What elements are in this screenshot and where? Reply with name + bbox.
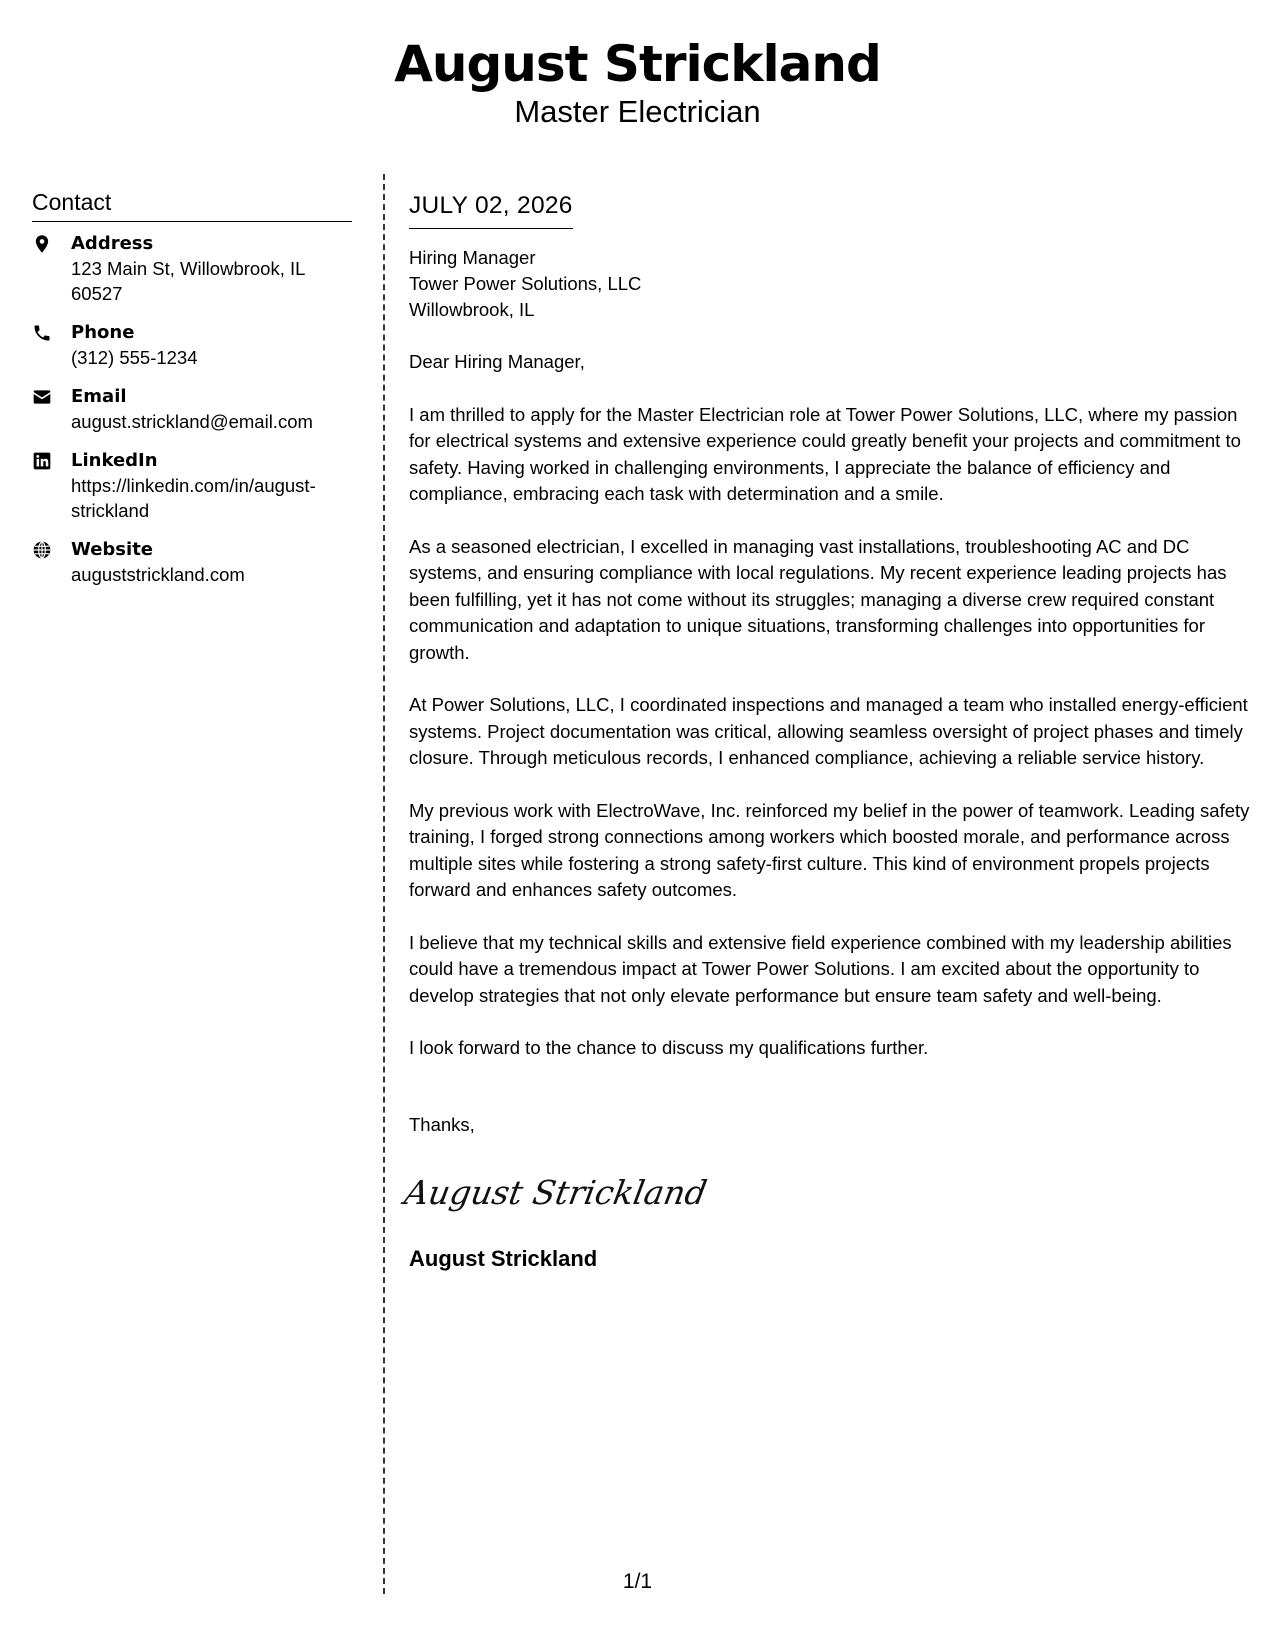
phone-icon [32, 323, 52, 343]
contact-linkedin [32, 449, 352, 523]
globe-icon [32, 540, 52, 560]
body-paragraph: My previous work with ElectroWave, Inc. reinforced my belief in the power of teamwork. Leading safety training, I forged strong connections among workers which boosted morale, and performance across multiple sites while fostering a strong safety-first culture. This kind of environment propels projects forward and enhances safety outcomes. [409, 799, 1250, 900]
applicant-name: August Strickland [394, 35, 881, 93]
closing: Thanks, [409, 1113, 475, 1135]
applicant-title: Master Electrician [514, 94, 761, 129]
contact-website [32, 538, 352, 587]
contact-phone [32, 321, 352, 370]
recipient-line: Willowbrook, IL [409, 299, 535, 320]
email-label: Email [71, 386, 127, 407]
letter-body [401, 190, 1251, 1274]
contact-heading: Contact [32, 186, 352, 222]
signer-name: August Strickland [409, 1245, 598, 1271]
recipient-line: Hiring Manager [409, 247, 536, 268]
recipient-block [409, 245, 1251, 323]
body-paragraph: I am thrilled to apply for the Master Electrician role at Tower Power Solutions, LLC, where my passion for electrical systems and extensive experience could greatly benefit your projects and commitment to safety. Having worked in challenging environments, I appreciate the balance of efficiency and compliance, embracing each task with determination and a smile. [409, 403, 1241, 504]
handwritten-signature [401, 1170, 1251, 1218]
salutation: Dear Hiring Manager, [409, 351, 585, 372]
contact-address [32, 232, 352, 306]
contact-sidebar [32, 186, 352, 602]
letter-date: JULY 02, 2026 [409, 190, 573, 229]
email-value: august.strickland@email.com [71, 411, 313, 432]
envelope-icon [32, 387, 52, 407]
website-value: auguststrickland.com [71, 564, 245, 585]
recipient-line: Tower Power Solutions, LLC [409, 273, 642, 294]
body-paragraph: At Power Solutions, LLC, I coordinated inspections and managed a team who installed energy-efficient systems. Project documentation was critical, allowing seamless oversight of project phases and timely closure. Through meticulous records, I enhanced compliance, achieving a reliable service history. [409, 694, 1248, 768]
address-value: 123 Main St, Willowbrook, IL 60527 [71, 258, 305, 304]
phone-value: (312) 555-1234 [71, 347, 198, 368]
phone-label: Phone [71, 322, 135, 343]
body-paragraph: I look forward to the chance to discuss my qualifications further. [409, 1037, 929, 1058]
contact-email [32, 385, 352, 434]
column-divider [383, 174, 385, 1594]
svg-text:August Strickland: August Strickland [401, 1172, 710, 1212]
website-label: Website [71, 539, 154, 560]
body-paragraph: I believe that my technical skills and extensive field experience combined with my leadership abilities could have a tremendous impact at Tower Power Solutions. I am excited about the opportunity to develop strategies that not only elevate performance but ensure team safety and well-being. [409, 931, 1232, 1006]
address-label: Address [71, 233, 154, 254]
page-number: 1/1 [622, 1570, 653, 1593]
map-pin-icon [32, 234, 52, 254]
linkedin-icon [32, 451, 52, 471]
linkedin-value: https://linkedin.com/in/august-strickland [71, 475, 316, 521]
body-paragraph: As a seasoned electrician, I excelled in managing vast installations, troubleshooting AC and DC systems, and ensuring compliance with local regulations. My recent experience leading projects has been fulfilling, yet it has not come without its struggles; managing a diverse crew required constant communication and adaptation to unique situations, transforming challenges into opportunities for growth. [409, 535, 1227, 663]
linkedin-label: LinkedIn [71, 450, 158, 471]
